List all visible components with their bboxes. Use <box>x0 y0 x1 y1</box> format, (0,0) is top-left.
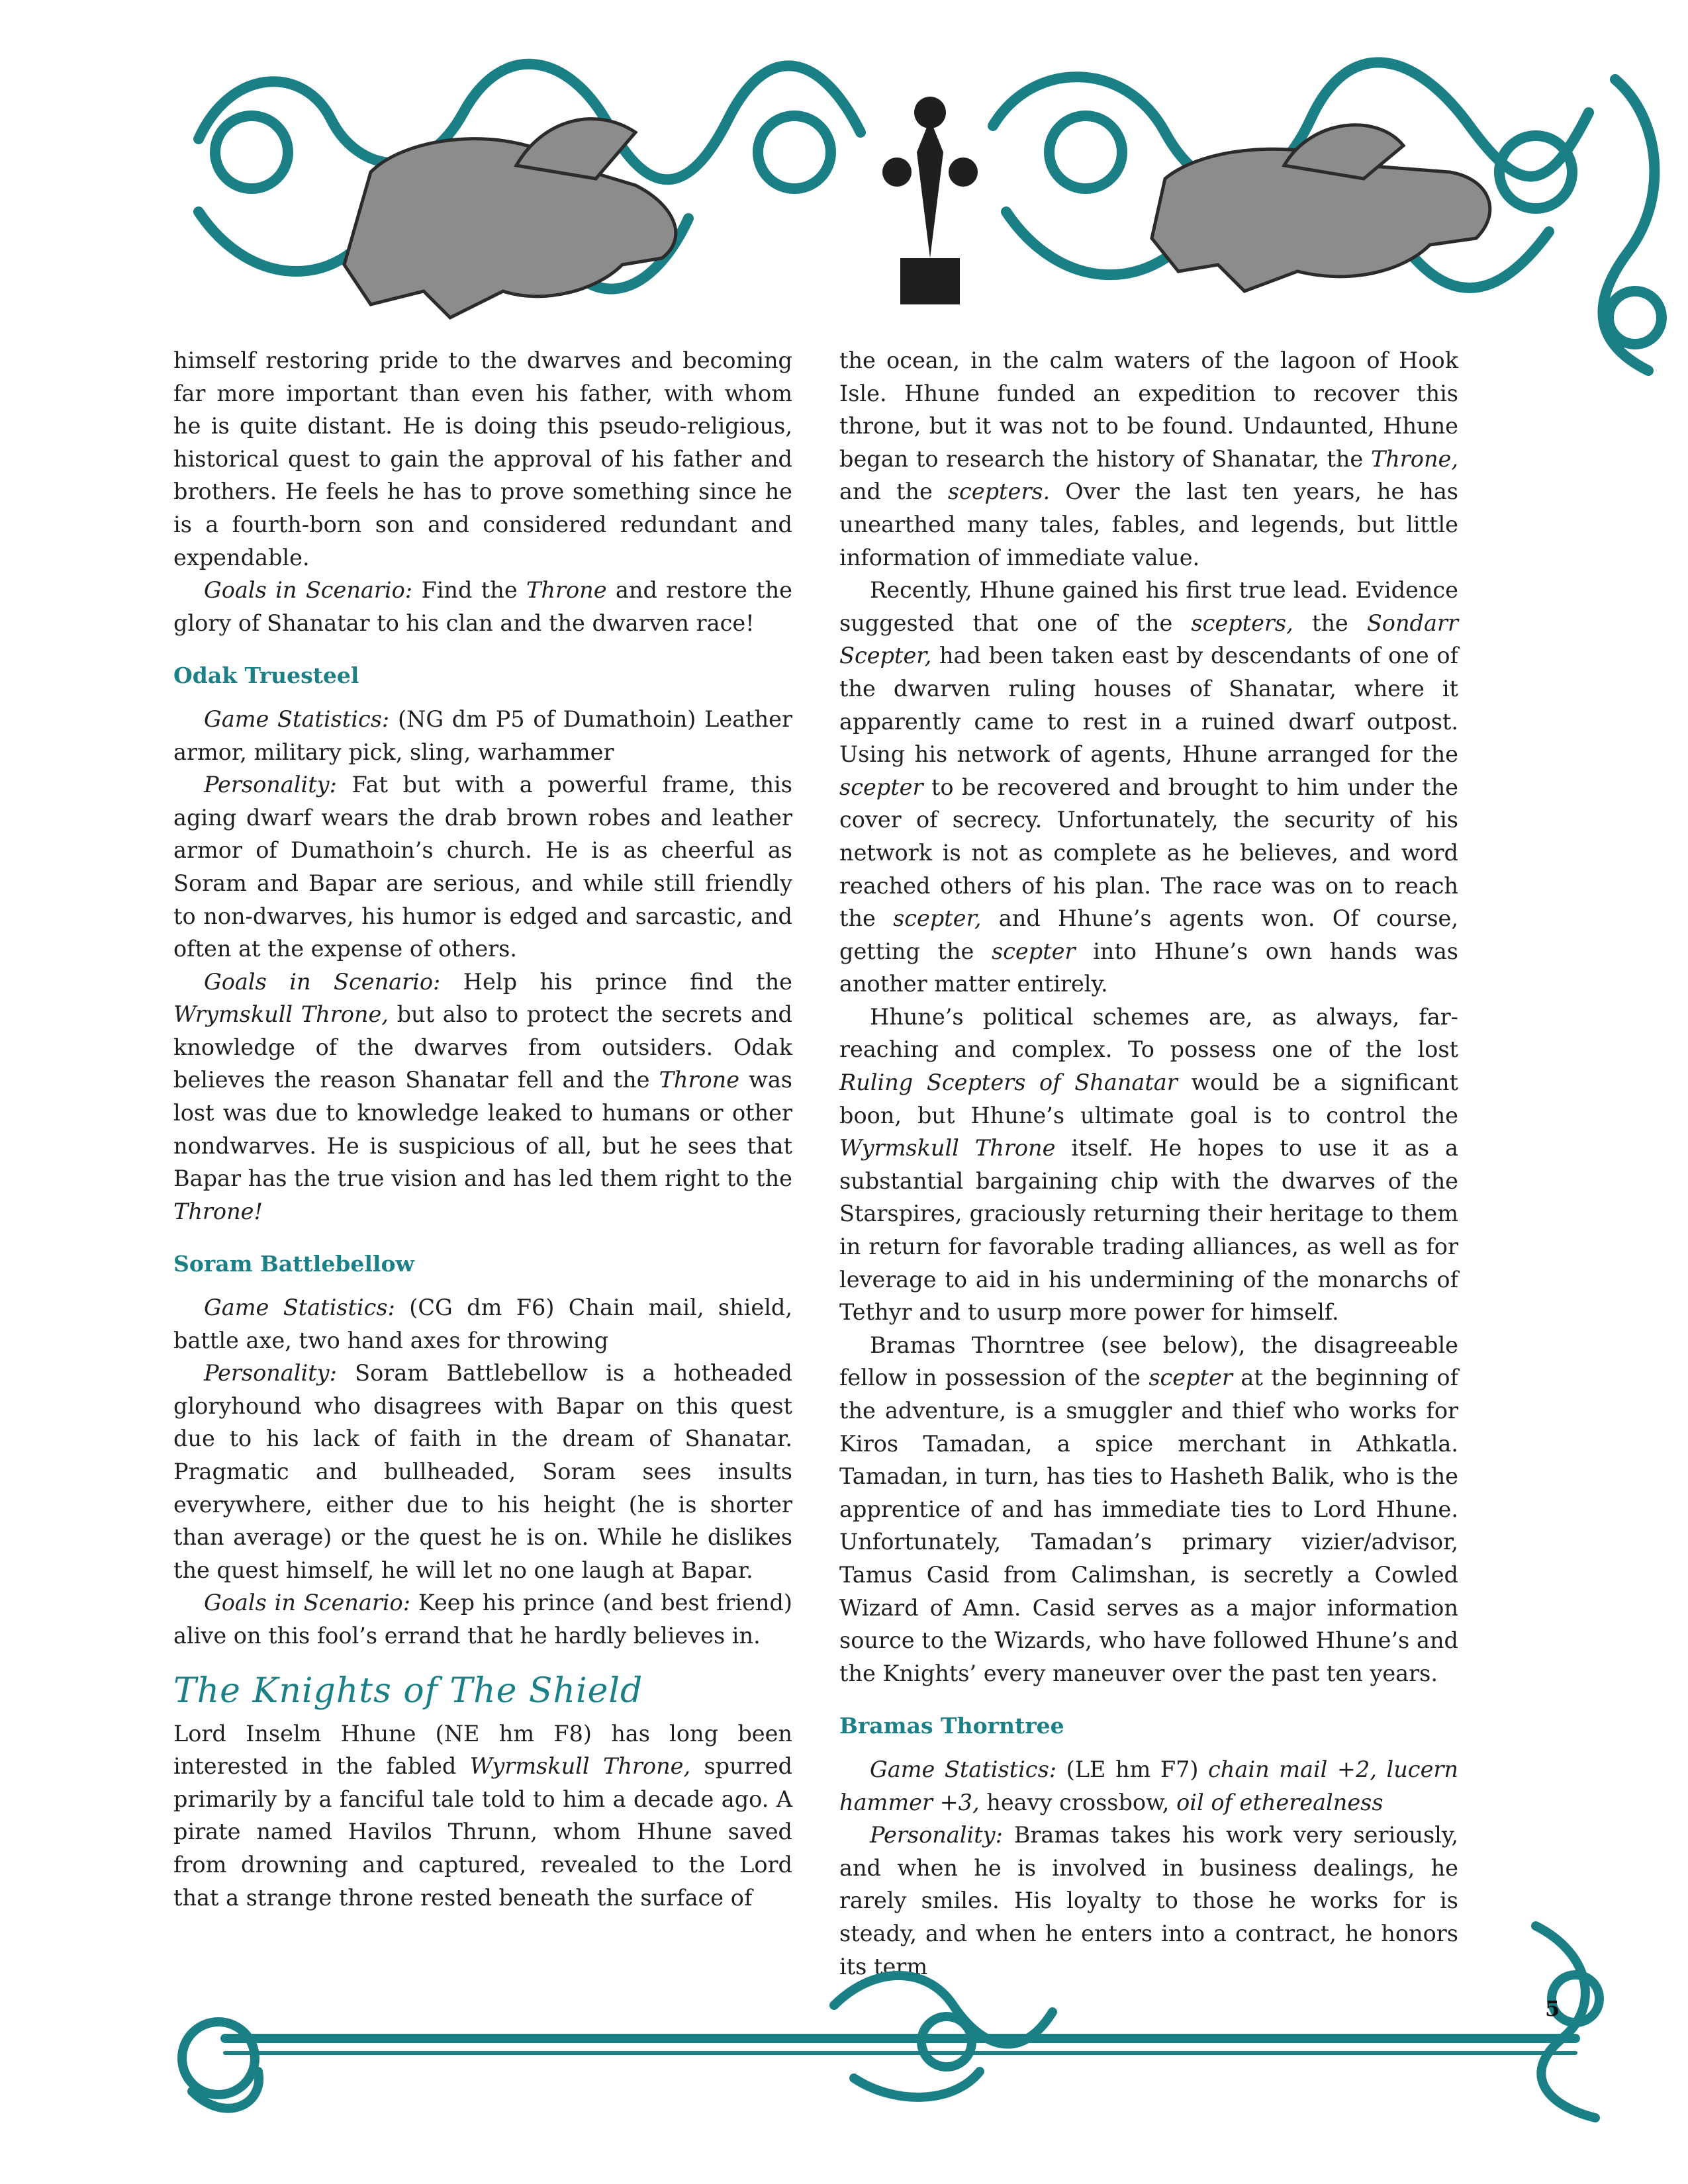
celtic-knot-dragons-border-icon <box>172 40 1681 384</box>
paragraph: Recently, Hhune gained his first true lead. Evidence suggested that one of the scepters, the Sondarr Scepter, had been taken east by descendants of one of the dwarven ruling houses of Shanatar, where it apparently came to rest in a ruined dwarf outpost. Using his network of agents, Hhune arranged for the scepter to be recovered and brought to him under the cover of secrecy. Unfortunately, the security of his network is not as complete as he believes, and word reached others of his plan. The race was on to reach the scepter, and Hhune’s agents won. Of course, getting the scepter into Hhune’s own hands was another matter entirely. <box>839 577 1459 997</box>
paragraph: Goals in Scenario: Find the Throne and restore the glory of Shanatar to his clan and the dwarven race! <box>173 577 792 636</box>
paragraph: Personality: Fat but with a powerful frame, this aging dwarf wears the drab brown robes and leather armor of Dumathoin’s church. He is as cheerful as Soram and Bapar are serious, and while still friendly to non-dwarves, his humor is edged and sarcastic, and often at the expense of others. <box>173 772 792 962</box>
npc-heading-bramas: Bramas Thorntree <box>839 1713 1064 1739</box>
npc-heading-soram: Soram Battlebellow <box>173 1251 414 1277</box>
npc-heading-odak: Odak Truesteel <box>173 662 359 689</box>
paragraph: Game Statistics: (CG dm F6) Chain mail, shield, battle axe, two hand axes for throwing <box>173 1295 792 1353</box>
paragraph: Game Statistics: (LE hm F7) chain mail +2, lucern hammer +3, heavy crossbow, oil of etherealness <box>839 1756 1458 1815</box>
celtic-knot-bar-border-icon <box>172 1906 1681 2131</box>
left-column <box>173 344 792 1914</box>
paragraph: Personality: Bramas takes his work very seriously, and when he is involved in business dealings, he rarely smiles. His loyalty to those he works for is steady, and when he enters into a contract, he honors its term <box>839 1822 1458 1979</box>
paragraph: Goals in Scenario: Keep his prince (and best friend) alive on this fool’s errand that he hardly believes in. <box>173 1590 792 1649</box>
paragraph: Personality: Soram Battlebellow is a hotheaded gloryhound who disagrees with Bapar on this quest due to his lack of faith in the dream of Shanatar. Pragmatic and bullheaded, Soram sees insults everywhere, either due to his height (he is shorter than average) or the quest he is on. While he dislikes the quest himself, he will let no one laugh at Bapar. <box>173 1360 792 1583</box>
page-number: 5 <box>1545 1996 1560 2021</box>
paragraph: Game Statistics: (NG dm P5 of Dumathoin) Leather armor, military pick, sling, warhammer <box>173 705 792 765</box>
goals-label: Goals in Scenario: <box>204 577 413 604</box>
paragraph: the ocean, in the calm waters of the lagoon of Hook Isle. Hhune funded an expedition to recover this throne, but it was not to be found. Undaunted, Hhune began to research the history of Shanatar, the Throne, and the scepters. Over the last ten years, he has unearthed many tales, fables, and legends, but little information of immediate value. <box>839 347 1459 570</box>
paragraph: Lord Inselm Hhune (NE hm F8) has long been interested in the fabled Wyrmskull Throne, spurred primarily by a fanciful tale told to him a decade ago. A pirate named Havilos Thrunn, whom Hhune saved from drowning and captured, revealed to the Lord that a strange throne rested beneath the surface of <box>173 1720 792 1911</box>
section-title-knights: The Knights of The Shield <box>173 1670 643 1711</box>
paragraph: Hhune’s political schemes are, as always, far-reaching and complex. To possess one of the lost Ruling Scepters of Shanatar would be a significant boon, but Hhune’s ultimate goal is to control the Wyrmskull Throne itself. He hopes to use it as a substantial bargaining chip with the dwarves of the Starspires, graciously returning their heritage to them in return for favorable trading alliances, as well as for leverage to aid in his undermining of the monarchs of Tethyr and to usurp more power for himself. <box>839 1003 1459 1326</box>
paragraph: Bramas Thorntree (see below), the disagreeable fellow in possession of the scepter at the beginning of the adventure, is a smuggler and thief who works for Kiros Tamadan, a spice merchant in Athkatla. Tamadan, in turn, has ties to Hasheth Balik, who is the apprentice of and has immediate ties to Lord Hhune. Unfortunately, Tamadan’s primary vizier/advisor, Tamus Casid from Calimshan, is secretly a Cowled Wizard of Amn. Casid serves as a major information source to the Wizards, who have followed Hhune’s and the Knights’ every maneuver over the past ten years. <box>839 1332 1458 1686</box>
paragraph: himself restoring pride to the dwarves and becoming far more important than even his father, with whom he is quite distant. He is doing this pseudo-religious, historical quest to gain the approval of his father and brothers. He feels he has to prove something since he is a fourth-born son and considered redundant and expendable. <box>173 347 792 570</box>
right-column <box>839 344 1458 1983</box>
paragraph: Goals in Scenario: Help his prince find the Wrymskull Throne, but also to protect the secrets and knowledge of the dwarves from outsiders. Odak believes the reason Shanatar fell and the Throne was lost was due to knowledge leaked to humans or other nondwarves. He is suspicious of all, but he sees that Bapar has the true vision and has led them right to the Throne! <box>173 968 793 1224</box>
